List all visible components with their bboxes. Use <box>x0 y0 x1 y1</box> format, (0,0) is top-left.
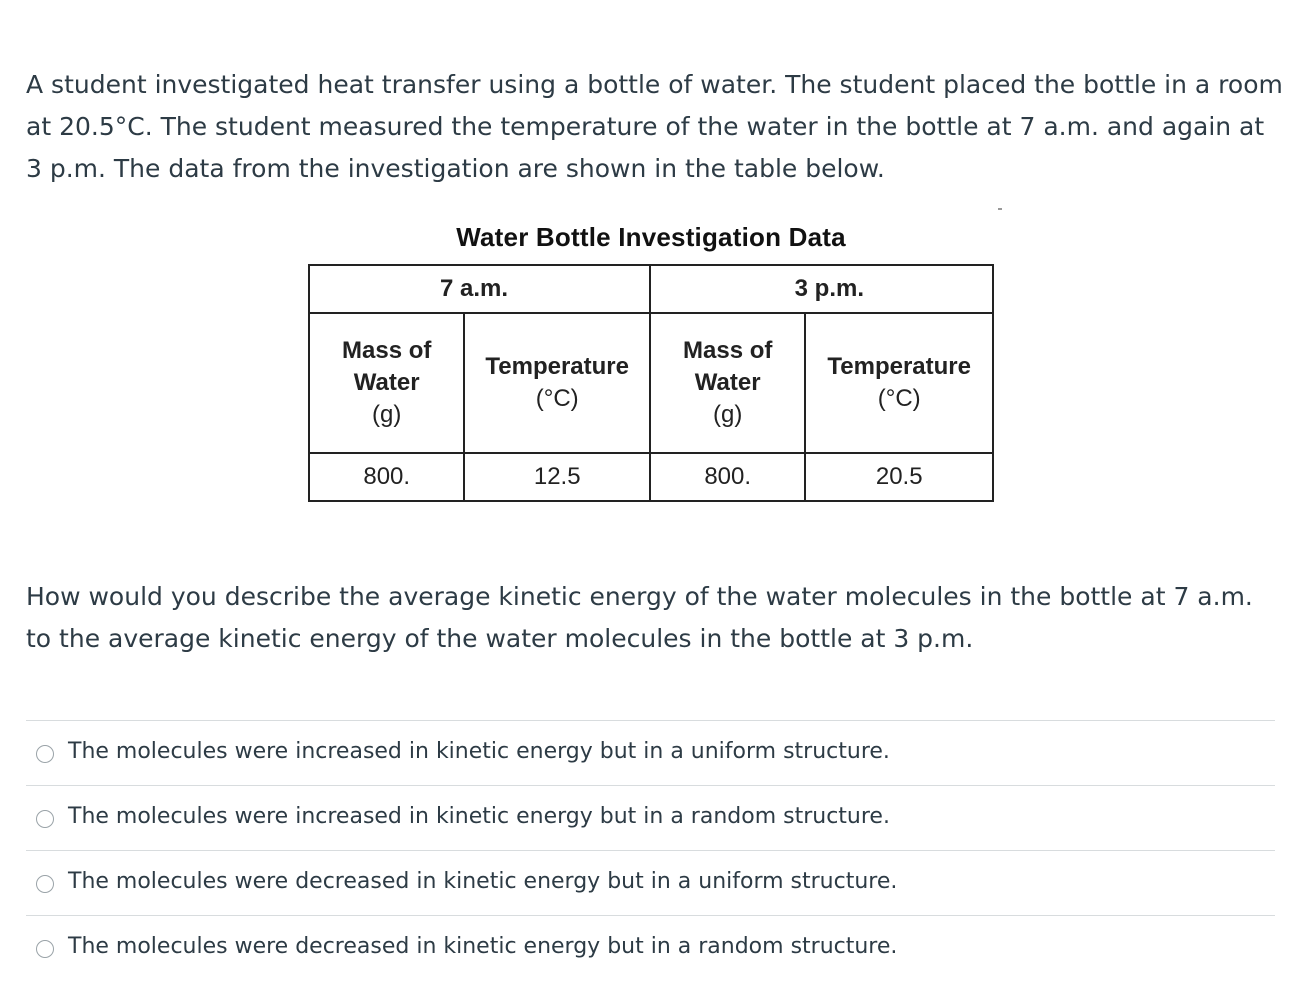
investigation-data-table <box>308 264 994 502</box>
answer-label[interactable]: The molecules were increased in kinetic energy but in a uniform structure. <box>68 739 890 764</box>
answer-label[interactable]: The molecules were decreased in kinetic energy but in a uniform structure. <box>68 869 898 894</box>
answer-option-2[interactable] <box>26 785 1275 850</box>
column-header-mass-7am <box>309 313 464 453</box>
table-group-header-7am: 7 a.m. <box>309 265 650 313</box>
answer-list <box>26 720 1275 978</box>
answer-label[interactable]: The molecules were decreased in kinetic energy but in a random structure. <box>68 934 898 959</box>
radio-button[interactable] <box>36 745 54 763</box>
column-header-unit: (°C) <box>535 385 579 412</box>
radio-button[interactable] <box>36 875 54 893</box>
radio-button[interactable] <box>36 810 54 828</box>
column-header-mass-3pm <box>650 313 805 453</box>
answer-option-3[interactable] <box>26 850 1275 915</box>
question-intro-text: A student investigated heat transfer using a bottle of water. The student placed the bottle in a room at 20.5°C. The student measured the temperature of the water in the bottle at 7 a.m. and again at 3 p.m. The data from the investigation are shown in the table below. <box>26 70 1283 183</box>
column-header-temperature-7am <box>464 313 650 453</box>
answer-option-4[interactable] <box>26 915 1275 978</box>
table-group-header-3pm: 3 p.m. <box>650 265 993 313</box>
cell-mass-7am: 800. <box>309 453 464 501</box>
question-prompt: How would you describe the average kinetic energy of the water molecules in the bottle at 7 a.m. to the average kinetic energy of the water molecules in the bottle at 3 p.m. <box>26 582 1253 653</box>
column-header-temperature-3pm <box>805 313 993 453</box>
cell-mass-3pm: 800. <box>650 453 805 501</box>
column-header-unit: (°C) <box>877 385 921 412</box>
table-title: Water Bottle Investigation Data <box>456 222 846 252</box>
cell-temperature-7am: 12.5 <box>464 453 650 501</box>
stray-mark <box>998 208 1002 210</box>
radio-button[interactable] <box>36 940 54 958</box>
column-header-label: Mass of Water <box>342 337 432 396</box>
answer-label[interactable]: The molecules were increased in kinetic energy but in a random structure. <box>68 804 890 829</box>
column-header-unit: (g) <box>713 401 743 428</box>
column-header-label: Temperature <box>827 353 971 380</box>
cell-temperature-3pm: 20.5 <box>805 453 993 501</box>
column-header-label: Mass of Water <box>683 337 773 396</box>
answer-option-1[interactable] <box>26 720 1275 785</box>
column-header-label: Temperature <box>485 353 629 380</box>
column-header-unit: (g) <box>372 401 402 428</box>
